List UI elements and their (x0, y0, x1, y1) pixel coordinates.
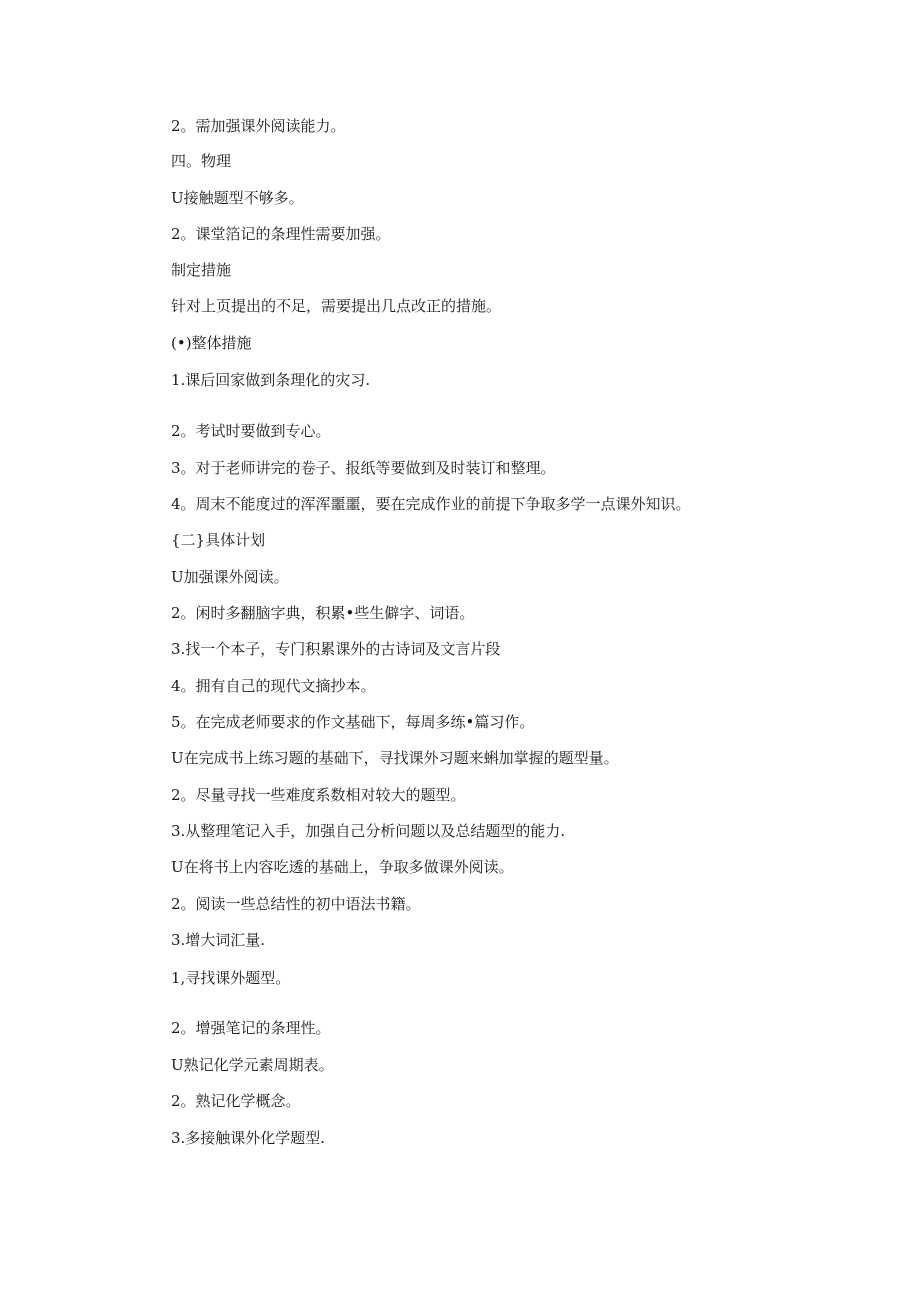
text-line: U加强课外阅读。 (171, 568, 289, 586)
text-line: 2。熟记化学概念。 (171, 1092, 301, 1110)
text-line: 2。尽量寻找一些难度系数相对较大的题型。 (171, 786, 466, 804)
text-line: 3。对于老师讲完的卷子、报纸等要做到及时装订和整理。 (171, 459, 556, 477)
text-line: 3.找一个本子，专门积累课外的古诗词及文言片段 (171, 640, 501, 658)
text-line: 4。周末不能度过的浑浑噩噩，要在完成作业的前提下争取多学一点课外知识。 (171, 495, 691, 513)
text-line: 3.多接触课外化学题型. (171, 1129, 326, 1147)
text-line: U在完成书上练习题的基础下，寻找课外习题来蝌加掌握的题型量。 (171, 749, 619, 767)
text-line: 3.从整理笔记入手，加强自己分析问题以及总结题型的能力. (171, 822, 566, 840)
text-line: U熟记化学元素周期表。 (171, 1056, 334, 1074)
text-line: 1,寻找课外题型。 (171, 969, 291, 987)
subsection-heading: {二}具体计划 (171, 531, 266, 549)
subsection-heading: (•)整体措施 (171, 334, 252, 352)
text-line: 针对上页提出的不足，需要提出几点改正的措施。 (171, 297, 502, 315)
text-line: 2。闲时多翻脑字典，积累•些生僻字、词语。 (171, 604, 475, 622)
text-line: 2。增强笔记的条理性。 (171, 1019, 331, 1037)
text-line: U接触题型不够多。 (171, 189, 304, 207)
text-line: 5。在完成老师要求的作文基础下，每周多练•篇习作。 (171, 713, 535, 731)
text-line: 2。课堂箔记的条理性需要加强。 (171, 225, 391, 243)
section-heading: 制定措施 (171, 261, 232, 279)
text-line: U在将书上内容吃透的基础上，争取多做课外阅读。 (171, 858, 514, 876)
text-line: 3.增大词汇量. (171, 931, 266, 949)
section-heading: 四。物理 (171, 152, 232, 170)
text-line: 1.课后回家做到条理化的灾习. (171, 371, 371, 389)
text-line: 2。考试时要做到专心。 (171, 422, 331, 440)
text-line: 2。阅读一些总结性的初中语法书籍。 (171, 895, 421, 913)
text-line: 2。需加强课外阅读能力。 (171, 117, 346, 135)
text-line: 4。拥有自己的现代文摘抄本。 (171, 677, 376, 695)
